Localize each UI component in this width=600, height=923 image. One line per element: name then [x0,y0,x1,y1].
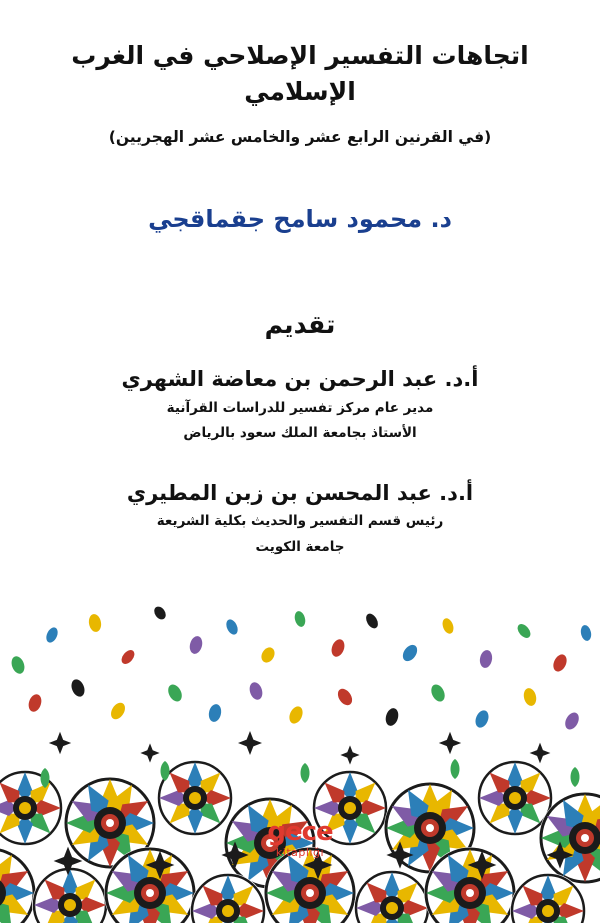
presented-by-label: تقديم [264,310,336,340]
endorser-name: أ.د. عبد المحسن بن زبن المطيري [126,480,474,505]
publisher-name: gece [267,817,333,848]
endorser-affiliation-line: جامعة الكويت [255,538,345,555]
publisher-subtitle: kitaplığı [275,846,325,859]
publisher-logo [267,817,333,859]
page-subtitle: (في القرنين الرابع عشر والخامس عشر الهجريين) [108,128,492,146]
author-name: د. محمود سامح جقماقجي [148,204,452,233]
endorser-block-2 [34,479,566,559]
endorser-affiliation-line: الأستاذ بجامعة الملك سعود بالرياض [183,425,417,442]
page-title: اتجاهات التفسير الإصلاحي في الغرب الإسلامي [71,41,529,106]
decorative-mosaic-pattern [0,593,600,923]
endorser-name: أ.د. عبد الرحمن بن معاضة الشهري [121,367,479,392]
endorser-affiliation-line: رئيس قسم التفسير والحديث بكلية الشريعة [156,513,444,530]
endorser-block-1 [34,365,566,445]
mosaic-confetti [9,604,592,764]
endorser-affiliation-line: مدير عام مركز تفسير للدراسات القرآنية [166,399,434,416]
